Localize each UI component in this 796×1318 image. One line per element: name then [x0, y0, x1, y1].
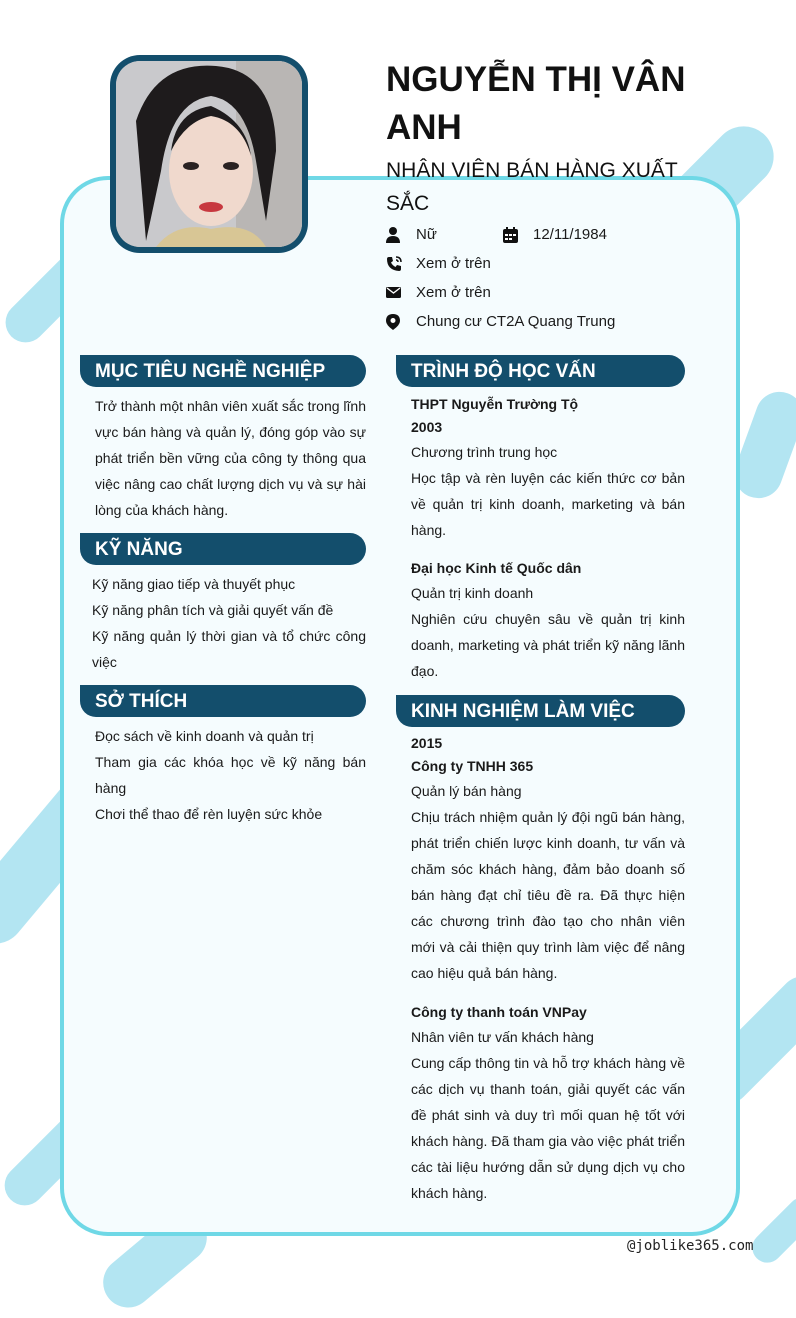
birthdate-value: 12/11/1984 [533, 226, 607, 243]
avatar [116, 61, 302, 247]
list-item: Kỹ năng giao tiếp và thuyết phục [92, 576, 296, 592]
experience-description: Chịu trách nhiệm quản lý đội ngũ bán hàng, phát triển chiến lược kinh doanh, tư vấn và chăm sóc khách hàng, đảm bảo doanh số bán hàng đạt chỉ tiêu đề ra. Đã thực hiện các chương trình đào tạo cho nhân viên mới và cải thiện quy trình làm việc để nâng cao hiệu quả bán hàng. [411, 809, 685, 981]
education-entry [411, 393, 685, 543]
education-year: 2003 [411, 419, 443, 435]
email-row [386, 282, 626, 304]
phone-value: Xem ở trên [416, 255, 491, 272]
user-icon [386, 227, 400, 243]
gender-row [386, 224, 506, 246]
education-description: Học tập và rèn luyện các kiến thức cơ bản về quản trị kinh doanh, marketing và bán hàng. [411, 470, 685, 538]
program-name: Chương trình trung học [411, 444, 558, 460]
candidate-name: NGUYỄN THỊ VÂN ANH [386, 60, 686, 147]
experience-entry [411, 1001, 685, 1206]
footer-watermark: @joblike365.com [627, 1238, 754, 1254]
section-heading-skills: KỸ NĂNG [80, 533, 366, 565]
job-title: NHÂN VIÊN BÁN HÀNG XUẤT SẮC [386, 159, 678, 215]
education-description: Nghiên cứu chuyên sâu về quản trị kinh doanh, marketing và phát triển kỹ năng lãnh đạo. [411, 611, 685, 679]
calendar-icon [503, 227, 518, 243]
experience-entry [411, 732, 685, 986]
birthdate-row [503, 224, 683, 246]
experience-year: 2015 [411, 735, 443, 751]
section-heading-hobbies: SỞ THÍCH [80, 685, 366, 717]
company-name: Công ty TNHH 365 [411, 758, 534, 774]
address-value: Chung cư CT2A Quang Trung [416, 313, 616, 330]
list-item: Tham gia các khóa học về kỹ năng bán hàng [95, 754, 366, 796]
objective-text: Trở thành một nhân viên xuất sắc trong lĩnh vực bán hàng và quản lý, đóng góp vào sự phát triển bền vững của công ty thông qua việc nâng cao chất lượng dịch vụ và sự hài lòng của khách hàng. [95, 398, 366, 518]
list-item: Đọc sách về kinh doanh và quản trị [95, 728, 314, 744]
school-name: THPT Nguyễn Trường Tộ [411, 396, 579, 412]
list-item: Kỹ năng phân tích và giải quyết vấn đề [92, 602, 334, 618]
list-item: Chơi thể thao để rèn luyện sức khỏe [95, 806, 323, 822]
company-name: Công ty thanh toán VNPay [411, 1004, 587, 1020]
list-item: Kỹ năng quản lý thời gian và tổ chức công việc [92, 628, 366, 670]
experience-description: Cung cấp thông tin và hỗ trợ khách hàng về các dịch vụ thanh toán, giải quyết các vấn đề phát sinh và duy trì mối quan hệ tốt với khách hàng. Đã tham gia vào việc phát triển các tài liệu hướng dẫn sử dụng dịch vụ cho khách hàng. [411, 1055, 685, 1201]
school-name: Đại học Kinh tế Quốc dân [411, 560, 582, 576]
gender-value: Nữ [416, 226, 437, 243]
education-entry [411, 557, 685, 684]
envelope-icon [386, 285, 401, 299]
program-name: Quản trị kinh doanh [411, 585, 534, 601]
decor-stripe [746, 1191, 796, 1269]
map-pin-icon [386, 314, 400, 330]
address-row [386, 311, 716, 333]
email-value: Xem ở trên [416, 284, 491, 301]
section-heading-objective: MỤC TIÊU NGHỀ NGHIỆP [80, 355, 366, 387]
phone-icon [386, 256, 402, 272]
avatar-frame [110, 55, 308, 253]
hobbies-list [95, 723, 366, 827]
role-name: Quản lý bán hàng [411, 783, 522, 799]
section-heading-experience: KINH NGHIỆM LÀM VIỆC [396, 695, 685, 727]
phone-row [386, 253, 626, 275]
role-name: Nhân viên tư vấn khách hàng [411, 1029, 594, 1045]
section-heading-education: TRÌNH ĐỘ HỌC VẤN [396, 355, 685, 387]
skills-list [92, 571, 366, 675]
